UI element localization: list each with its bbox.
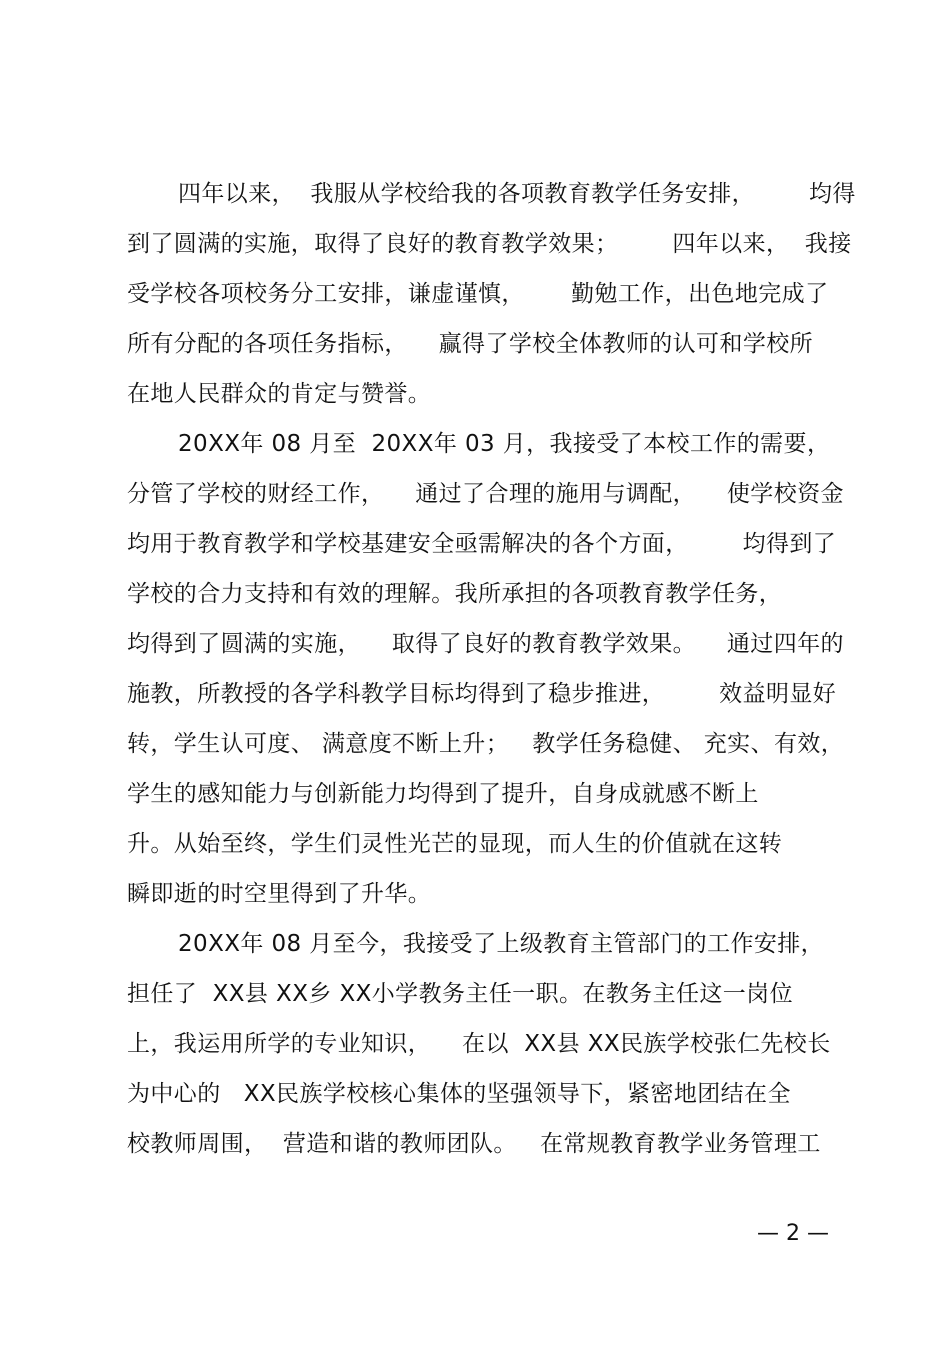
paragraph-3-line-1: 20XX年 08 月至今，我接受了上级教育主管部门的工作安排， — [178, 931, 825, 957]
paragraph-2-line-4: 学校的合力支持和有效的理解。我所承担的各项教育教学任务， — [127, 581, 783, 607]
paragraph-2-line-9: 升。从始至终，学生们灵性光芒的显现，而人生的价值就在这转 — [127, 831, 783, 857]
paragraph-1-line-3: 受学校各项校务分工安排，谦虚谨慎， 勤勉工作，出色地完成了 — [127, 281, 829, 307]
paragraph-2-line-5: 均得到了圆满的实施， 取得了良好的教育教学效果。 通过四年的 — [127, 631, 844, 657]
paragraph-3-line-4: 为中心的 XX民族学校核心集体的坚强领导下，紧密地团结在全 — [127, 1081, 791, 1107]
paragraph-2-line-2: 分管了学校的财经工作， 通过了合理的施用与调配， 使学校资金 — [127, 481, 844, 507]
page-number: — 2 — — [757, 1221, 829, 1246]
paragraph-3-line-3: 上，我运用所学的专业知识， 在以 XX县 XX民族学校张仁先校长 — [127, 1031, 831, 1057]
paragraph-1-line-1: 四年以来， 我服从学校给我的各项教育教学任务安排， 均得 — [178, 181, 856, 207]
paragraph-2-line-3: 均用于教育教学和学校基建安全亟需解决的各个方面， 均得到了 — [127, 531, 837, 557]
paragraph-1-line-5: 在地人民群众的肯定与赞誉。 — [127, 381, 432, 407]
paragraph-1-line-4: 所有分配的各项任务指标， 赢得了学校全体教师的认可和学校所 — [127, 331, 814, 357]
paragraph-2-line-8: 学生的感知能力与创新能力均得到了提升，自身成就感不断上 — [127, 781, 759, 807]
paragraph-3-line-5: 校教师周围， 营造和谐的教师团队。 在常规教育教学业务管理工 — [127, 1131, 821, 1157]
paragraph-3-line-2: 担任了 XX县 XX乡 XX小学教务主任一职。在教务主任这一岗位 — [127, 981, 793, 1007]
paragraph-2-line-7: 转，学生认可度、 满意度不断上升； 教学任务稳健、 充实、有效， — [127, 731, 845, 757]
paragraph-2-line-6: 施教，所教授的各学科教学目标均得到了稳步推进， 效益明显好 — [127, 681, 837, 707]
paragraph-1-line-2: 到了圆满的实施，取得了良好的教育教学效果； 四年以来， 我接 — [127, 231, 852, 257]
paragraph-2-line-10: 瞬即逝的时空里得到了升华。 — [127, 881, 432, 907]
paragraph-2-line-1: 20XX年 08 月至 20XX年 03 月，我接受了本校工作的需要， — [178, 431, 831, 457]
